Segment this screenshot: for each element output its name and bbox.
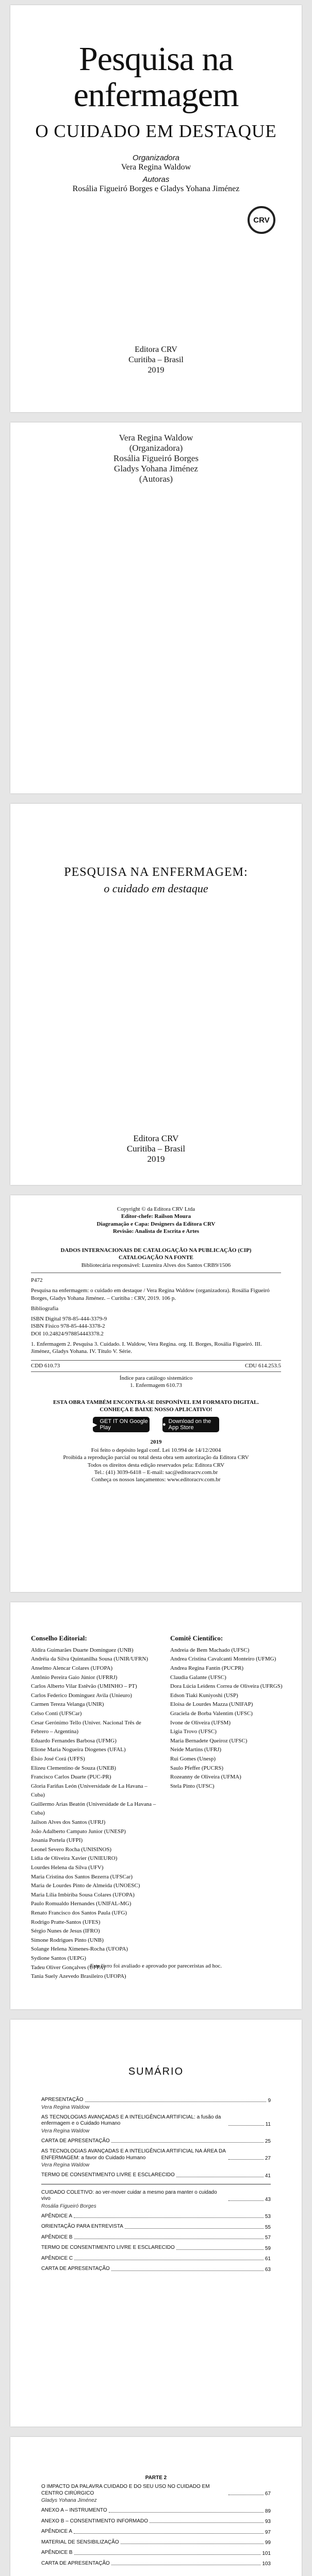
summary-entry-title: AS TECNOLOGIAS AVANÇADAS E A INTELIGÊNCIA ARTIFICIAL: a fusão da enfermagem e o Cuidado Humano bbox=[41, 2114, 221, 2126]
dot-leader bbox=[228, 2125, 264, 2126]
summary-entry[interactable] bbox=[41, 2561, 271, 2567]
revision-line: Revisão: Analista de Escrita e Artes bbox=[112, 1228, 200, 1234]
editorial-member: Renato Francisco dos Santos Paula (UFG) bbox=[31, 1910, 127, 1917]
summary-entry[interactable] bbox=[41, 2550, 271, 2556]
catalog-subjects: 1. Enfermagem 2. Pesquisa 3. Cuidado. I. Waldow, Vera Regina. org. II. Borges, Rosália Figueiró. III. Jiménez, Gladys Yohana. IV. Título V. Série. bbox=[31, 1341, 262, 1355]
summary-entry-title: CARTA DE APRESENTAÇÃO bbox=[41, 2560, 110, 2566]
index-title: Índice para catálogo sistemático bbox=[119, 1375, 193, 1381]
rights-reserved: Todos os direitos desta edição reservados pela: Editora CRV bbox=[87, 1462, 225, 1468]
editorial-member: Élsio José Corá (UFFS) bbox=[31, 1755, 85, 1762]
summary-entry-title: MATERIAL DE SENSIBILIZAÇÃO bbox=[41, 2539, 119, 2545]
catalog-year: 2019 bbox=[150, 1439, 162, 1445]
summary-entry-author: Vera Regina Waldow bbox=[41, 2162, 90, 2168]
peer-review-note: Este livro foi avaliado e aprovado por pareceristas ad hoc. bbox=[90, 1963, 222, 1969]
summary-entry[interactable] bbox=[41, 2114, 271, 2134]
scientific-member: Andreia de Bem Machado (UFSC) bbox=[170, 1647, 250, 1653]
editorial-member: Carlos Alberto Vilar Estêvão (UMINHO – PT) bbox=[31, 1683, 137, 1690]
summary-entry-page: 57 bbox=[265, 2235, 271, 2241]
scientific-member: Ivone de Oliveira (UFSM) bbox=[170, 1719, 231, 1726]
catalog-rule-bottom bbox=[31, 1371, 281, 1372]
summary-entry[interactable] bbox=[41, 2148, 271, 2168]
scientific-member: Dora Lúcia Leidens Correa de Oliveira (UFRGS) bbox=[170, 1683, 283, 1690]
dot-leader bbox=[74, 2533, 264, 2534]
inner-subtitle: o cuidado em destaque bbox=[104, 882, 208, 895]
summary-entry-title: APÊNDICE B bbox=[41, 2234, 73, 2240]
cover-title-line1: Pesquisa na bbox=[79, 40, 233, 78]
summary-entry-title: APÊNDICE A bbox=[41, 2213, 73, 2219]
credit-line-5: (Autoras) bbox=[139, 474, 173, 484]
organizer-label: Organizadora bbox=[133, 154, 179, 162]
editor-line: Editor-chefe: Railson Moura bbox=[121, 1213, 191, 1220]
summary-entry-page: 25 bbox=[265, 2139, 271, 2144]
app-notice: CONHEÇA E BAIXE NOSSO APLICATIVO! bbox=[100, 1406, 212, 1413]
editorial-member: Josania Portela (UFPI) bbox=[31, 1837, 83, 1844]
play-icon: ▶ bbox=[93, 1421, 97, 1428]
scientific-member: Maria Bernadete Queiroz (UFSC) bbox=[170, 1737, 248, 1744]
credit-line-3: Rosália Figueiró Borges bbox=[113, 453, 199, 463]
diagram-line: Diagramação e Capa: Designers da Editora CRV bbox=[96, 1221, 216, 1227]
scientific-member: Andrea Regina Fantin (PUCPR) bbox=[170, 1665, 244, 1671]
summary-entry-page: 93 bbox=[265, 2519, 271, 2524]
summary-entry-title: CARTA DE APRESENTAÇÃO bbox=[41, 2266, 110, 2272]
scientific-member: Saulo Pfeffer (PUCRS) bbox=[170, 1765, 224, 1771]
reproduction-notice: Proibida a reprodução parcial ou total desta obra sem autorização da Editora CRV bbox=[63, 1454, 249, 1461]
summary-entry-page: 67 bbox=[265, 2491, 271, 2497]
dot-leader bbox=[176, 2249, 264, 2250]
summary-entry-title: ANEXO B – CONSENTIMENTO INFORMADO bbox=[41, 2518, 149, 2524]
summary-entry-author: Vera Regina Waldow bbox=[41, 2128, 90, 2134]
summary-entry-page: 61 bbox=[265, 2256, 271, 2262]
summary-entry[interactable] bbox=[41, 2234, 271, 2241]
summary-entry-title: O IMPACTO DA PALAVRA CUIDADO E DO SEU USO NO CUIDADO EM CENTRO CIRÚRGICO bbox=[41, 2484, 210, 2496]
summary-presentation-page bbox=[10, 2437, 302, 2576]
editorial-member: Paulo Romualdo Hernandes (UNIFAL-MG) bbox=[31, 1901, 132, 1907]
editorial-member: Rodrigo Pratte-Santos (UFES) bbox=[31, 1919, 101, 1925]
index-entry: 1. Enfermagem 610.73 bbox=[130, 1382, 182, 1389]
credit-line-4: Gladys Yohana Jiménez bbox=[114, 464, 198, 473]
editorial-member: Eduardo Fernandes Barbosa (UFMG) bbox=[31, 1737, 117, 1744]
editorial-member: Sydione Santos (UEPG) bbox=[31, 1955, 86, 1961]
summary-entry-page: 101 bbox=[262, 2550, 271, 2556]
librarian-line: Bibliotecária responsável: Luzenira Alves dos Santos CRB9/1506 bbox=[81, 1262, 231, 1268]
dot-leader bbox=[74, 2554, 261, 2555]
summary-entry-page: 89 bbox=[265, 2508, 271, 2514]
scientific-committee-title: Comitê Científico: bbox=[170, 1634, 223, 1642]
summary-entry[interactable] bbox=[41, 2245, 271, 2251]
scientific-committee bbox=[170, 1633, 284, 1791]
editorial-member: Carmen Tereza Velanga (UNIR) bbox=[31, 1701, 104, 1708]
summary-entry-title: ORIENTAÇÃO PARA ENTREVISTA bbox=[41, 2224, 123, 2229]
legal-deposit: Foi feito o depósito legal conf. Lei 10.994 de 14/12/2004 bbox=[91, 1447, 221, 1453]
catalog-isbn1: ISBN Digital 978-85-444-3379-9 bbox=[31, 1316, 107, 1323]
copyright-line: Copyright © da Editora CRV Ltda bbox=[117, 1206, 195, 1212]
cip-title: DADOS INTERNACIONAIS DE CATALOGAÇÃO NA PUBLICAÇÃO (CIP) bbox=[60, 1247, 252, 1253]
summary-entry-page: 11 bbox=[265, 2121, 271, 2127]
summary-entry-page: 99 bbox=[265, 2540, 271, 2546]
scientific-member: Stela Pinto (UFSC) bbox=[170, 1783, 215, 1789]
editorial-member: João Adalberto Campato Junior (UNESP) bbox=[31, 1828, 126, 1835]
summary-entry[interactable] bbox=[41, 2097, 271, 2110]
summary-entry[interactable] bbox=[41, 2484, 271, 2503]
summary-entry-page: 41 bbox=[265, 2173, 271, 2179]
editorial-council-list bbox=[31, 1646, 160, 1981]
summary-page bbox=[10, 2020, 302, 2427]
summary-entry-page: 27 bbox=[265, 2156, 271, 2161]
catalog-isbn2: ISBN Físico 978-85-444-3378-2 bbox=[31, 1323, 105, 1330]
cover-city: Curitiba – Brasil bbox=[128, 355, 184, 364]
summary-entry-author: Gladys Yohana Jiménez bbox=[41, 2498, 97, 2503]
credit-line-1: Vera Regina Waldow bbox=[119, 433, 193, 443]
scientific-member: Ligia Trovo (UFSC) bbox=[170, 1728, 217, 1735]
editorial-member: Simone Rodrigues Pinto (UNB) bbox=[31, 1937, 104, 1943]
editorial-member: Maria de Lourdes Pinto de Almeida (UNOESC) bbox=[31, 1883, 140, 1889]
editorial-member: Aldira Guimarães Duarte Domínguez (UNB) bbox=[31, 1647, 134, 1653]
catalog-entry: Pesquisa na enfermagem: o cuidado em destaque / Vera Regina Waldow (organizadora). Rosália Figueiró Borges, Gladys Yohana Jiménez. – Curitiba : CRV, 2019. 106 p. bbox=[31, 1287, 270, 1301]
editorial-member: Lídia de Oliveira Xavier (UNIEURO) bbox=[31, 1855, 118, 1862]
summary-entry[interactable] bbox=[41, 2529, 271, 2535]
summary-entry-page: 55 bbox=[265, 2224, 271, 2230]
editorial-member: Jailson Alves dos Santos (UFRJ) bbox=[31, 1819, 106, 1826]
catalog-doi: DOI 10.24824/978854443378.2 bbox=[31, 1330, 104, 1337]
credit-line-2: (Organizadora) bbox=[129, 443, 183, 453]
inner-city: Curitiba – Brasil bbox=[126, 1144, 186, 1154]
summary-entry-page: 63 bbox=[265, 2266, 271, 2273]
cover-title-line2: enfermagem bbox=[73, 76, 239, 114]
councils-page bbox=[10, 1602, 302, 2009]
summary-entry-title: APÊNDICE C bbox=[41, 2255, 73, 2261]
summary-entry-title: CUIDADO COLETIVO: ao ver-mover cuidar a mesmo para manter o cuidado vivo bbox=[41, 2189, 217, 2201]
scientific-member: Rozeanny de Oliveira (UFMA) bbox=[170, 1774, 241, 1781]
digital-notice: ESTA OBRA TAMBÉM ENCONTRA-SE DISPONÍVEL EM FORMATO DIGITAL. bbox=[53, 1399, 259, 1405]
credits-page bbox=[10, 422, 302, 793]
summary-entry[interactable] bbox=[41, 2507, 271, 2514]
editorial-member: Lourdes Helena da Silva (UFV) bbox=[31, 1865, 104, 1871]
scientific-member: Edson Tiaki Kuniyoshi (USP) bbox=[170, 1692, 238, 1699]
scientific-committee-list bbox=[170, 1646, 284, 1791]
dot-leader bbox=[111, 2142, 264, 2143]
google-play-button[interactable] bbox=[93, 1417, 150, 1432]
summary-entry[interactable] bbox=[41, 2224, 271, 2230]
cip-sub: CATALOGAÇÃO NA FONTE bbox=[118, 1255, 194, 1261]
editorial-member: Carlos Federico Dominguez Avila (Unieuro) bbox=[31, 1692, 132, 1699]
editorial-member: Solange Helena Ximenes-Rocha (UFOPA) bbox=[31, 1946, 128, 1953]
catalog-cdd: CDD 610.73 bbox=[31, 1363, 60, 1369]
editorial-member: Guillermo Arias Beatón (Universidade de La Havana – Cuba) bbox=[31, 1801, 156, 1817]
app-store-button[interactable] bbox=[162, 1417, 219, 1432]
apple-icon: ● bbox=[162, 1421, 166, 1428]
cover-page bbox=[10, 5, 302, 412]
scientific-member: Neide Martins (UFRJ) bbox=[170, 1747, 221, 1753]
summary-entry-title: APRESENTAÇÃO bbox=[41, 2097, 84, 2103]
dot-leader bbox=[150, 2522, 264, 2523]
summary-entry-title: APÊNDICE B bbox=[41, 2550, 73, 2555]
part2-heading: PARTE 2 bbox=[145, 2475, 167, 2481]
app-store-label: Download on the App Store bbox=[168, 1418, 211, 1431]
editorial-member: Cesar Gerónimo Tello (Univer. Nacional Três de Febrero – Argentina) bbox=[31, 1719, 141, 1735]
editorial-council bbox=[31, 1633, 160, 1981]
inner-year: 2019 bbox=[147, 1154, 165, 1164]
summary-entry-title: CARTA DE APRESENTAÇÃO bbox=[41, 2138, 110, 2144]
editorial-member: Leonel Severo Rocha (UNISINOS) bbox=[31, 1846, 112, 1853]
summary-entry-title: AS TECNOLOGIAS AVANÇADAS E A INTELIGÊNCIA ARTIFICIAL NA ÁREA DA ENFERMAGEM: a favor do Cuidado Humano bbox=[41, 2148, 226, 2161]
summary-entry-page: 97 bbox=[265, 2529, 271, 2535]
google-play-label: GET IT ON Google Play bbox=[100, 1418, 148, 1431]
editorial-member: Sérgio Nunes de Jesus (IFRO) bbox=[31, 1928, 100, 1935]
summary-entry[interactable] bbox=[41, 2266, 271, 2273]
editorial-member: Elione Maria Nogueira Diogenes (UFAL) bbox=[31, 1747, 126, 1753]
scientific-member: Graciela de Borba Valentim (UFSC) bbox=[170, 1710, 253, 1717]
summary-entry-title: TERMO DE CONSENTIMENTO LIVRE E ESCLARECIDO bbox=[41, 2172, 175, 2178]
scientific-member: Claudia Galante (UFSC) bbox=[170, 1674, 226, 1681]
inner-publisher: Editora CRV bbox=[133, 1133, 179, 1143]
authors-names: Rosália Figueiró Borges e Gladys Yohana Jiménez bbox=[72, 184, 240, 193]
dot-leader bbox=[228, 2200, 264, 2201]
summary-entry[interactable] bbox=[41, 2539, 271, 2546]
summary-entry-page: 53 bbox=[265, 2214, 271, 2219]
catalog-cdu: CDU 614.253.5 bbox=[245, 1363, 281, 1369]
title-page bbox=[10, 804, 302, 1185]
dot-leader bbox=[228, 2159, 264, 2160]
dot-leader bbox=[74, 2217, 264, 2218]
catalog-rule-mid bbox=[31, 1360, 281, 1361]
summary-entry[interactable] bbox=[41, 2138, 271, 2145]
catalog-bib: Bibliografia bbox=[31, 1305, 59, 1312]
summary-entry-author: Rosália Figueiró Borges bbox=[41, 2203, 96, 2209]
cover-subtitle: O CUIDADO EM DESTAQUE bbox=[35, 121, 277, 141]
catalog-page bbox=[10, 1195, 302, 1592]
summary-entry-title: APÊNDICE A bbox=[41, 2529, 73, 2534]
dot-leader bbox=[109, 2512, 264, 2513]
summary-entry-page: 43 bbox=[265, 2196, 271, 2202]
editorial-council-title: Conselho Editorial: bbox=[31, 1634, 87, 1642]
dot-leader bbox=[111, 2270, 264, 2271]
catalog-code: P472 bbox=[31, 1277, 43, 1283]
summary-entry-page: 59 bbox=[265, 2245, 271, 2251]
editorial-member: Maria Lília Imbiriba Sousa Colares (UFOPA) bbox=[31, 1891, 135, 1898]
summary-title: SUMÁRIO bbox=[128, 2066, 184, 2077]
editorial-member: Andréia da Silva Quintanilha Sousa (UNIR/UFRN) bbox=[31, 1656, 148, 1663]
summary-entry-page: 103 bbox=[262, 2561, 271, 2567]
summary-entry[interactable] bbox=[41, 2213, 271, 2220]
dot-leader bbox=[125, 2228, 264, 2229]
cover-year: 2019 bbox=[147, 366, 165, 375]
editorial-member: Anselmo Alencar Colares (UFOPA) bbox=[31, 1665, 113, 1671]
editorial-member: Celso Conti (UFSCar) bbox=[31, 1710, 82, 1717]
organizer-name: Vera Regina Waldow bbox=[121, 163, 191, 172]
site-link[interactable]: Conheça os nossos lançamentos: www.editoracrv.com.br bbox=[91, 1477, 221, 1483]
summary-entry-title: ANEXO A – INSTRUMENTO bbox=[41, 2507, 107, 2513]
summary-list bbox=[41, 2097, 271, 2277]
editorial-member: Gloria Fariñas León (Universidade de La Havana – Cuba) bbox=[31, 1783, 147, 1799]
summary-entry[interactable] bbox=[41, 2518, 271, 2525]
summary-entry[interactable] bbox=[41, 2190, 271, 2209]
summary-list-part2 bbox=[41, 2468, 271, 2571]
summary-entry-title: TERMO DE CONSENTIMENTO LIVRE E ESCLARECIDO bbox=[41, 2245, 175, 2250]
summary-entry-page: 9 bbox=[268, 2097, 271, 2104]
contact-phone: Tel.: (41) 3039-6418 – E-mail: sac@editoracrv.com.br bbox=[94, 1469, 218, 1476]
summary-entry[interactable] bbox=[41, 2256, 271, 2262]
scientific-member: Eloisa de Lourdes Mazza (UNIFAP) bbox=[170, 1701, 253, 1708]
authors-label: Autoras bbox=[142, 175, 170, 184]
editorial-member: Antônio Pereira Gaio Júnior (UFRRJ) bbox=[31, 1674, 118, 1681]
scientific-member: Andrea Cristina Cavalcanti Monteiro (UFMG) bbox=[170, 1656, 276, 1663]
inner-title: PESQUISA NA ENFERMAGEM: bbox=[64, 866, 248, 879]
scientific-member: Rui Gomes (Unesp) bbox=[170, 1755, 216, 1762]
editorial-member: Francisco Carlos Duarte (PUC-PR) bbox=[31, 1774, 111, 1781]
editorial-member: Maria Cristina dos Santos Bezerra (UFSCar) bbox=[31, 1873, 133, 1880]
summary-entry[interactable] bbox=[41, 2172, 271, 2179]
crv-logo: CRV bbox=[248, 206, 275, 234]
summary-entry-author: Vera Regina Waldow bbox=[41, 2104, 90, 2110]
cover-publisher: Editora CRV bbox=[135, 345, 177, 354]
editorial-member: Elizeu Clementino de Souza (UNEB) bbox=[31, 1765, 116, 1771]
editorial-member: Tania Suely Azevedo Brasileiro (UFOPA) bbox=[31, 1973, 126, 1980]
editorial-member: Tadeu Oliver Gonçalves (UFPA) bbox=[31, 1964, 105, 1971]
